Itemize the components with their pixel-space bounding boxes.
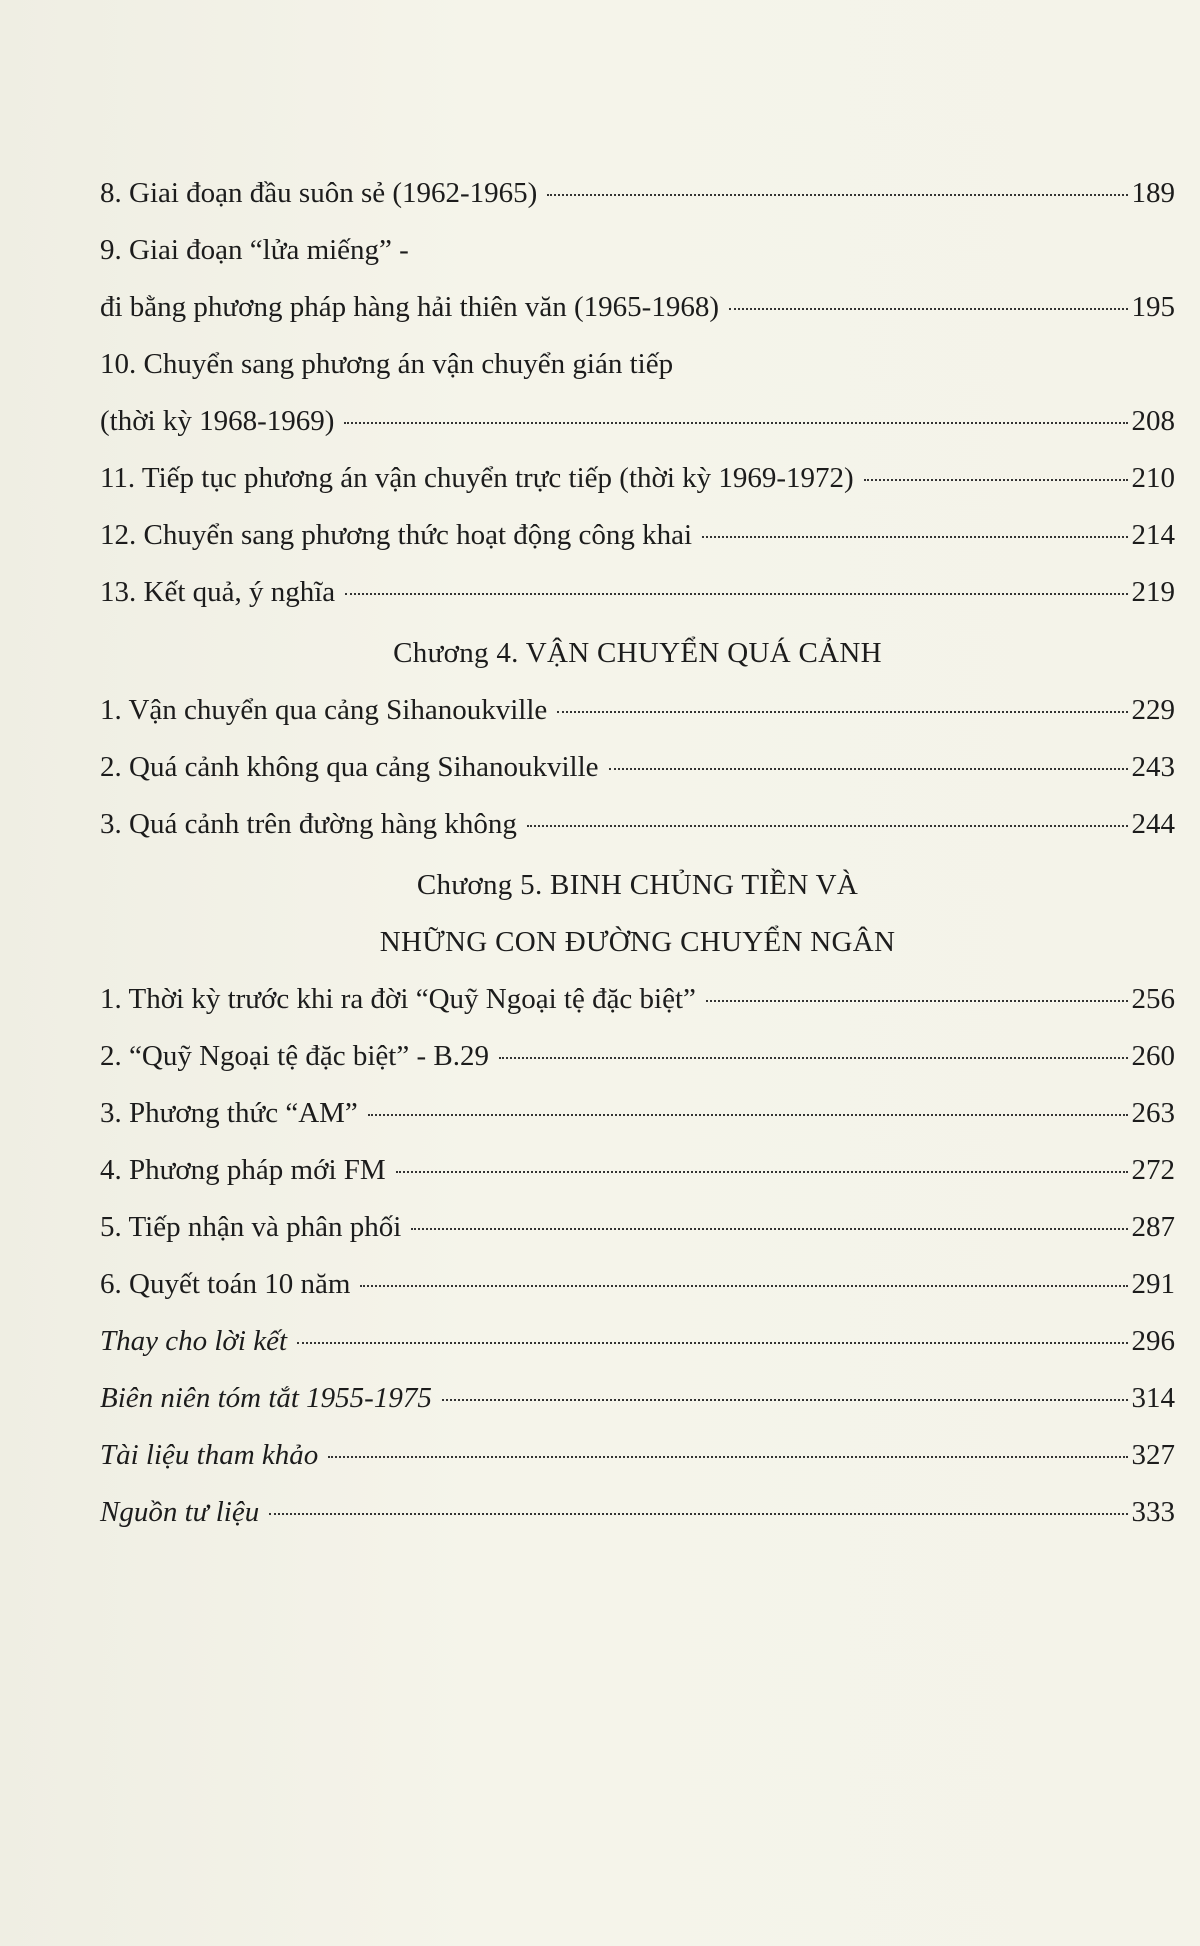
- toc-entry: [100, 682, 1175, 739]
- dot-leader: [499, 1057, 1128, 1059]
- toc-entry-back-matter: [100, 1427, 1175, 1484]
- toc-entry: [100, 796, 1175, 853]
- toc-entry-back-matter: [100, 1313, 1175, 1370]
- toc-entry-title: 4. Phương pháp mới FM: [100, 1154, 386, 1186]
- toc-entry-title: 13. Kết quả, ý nghĩa: [100, 576, 336, 608]
- toc-entry: [100, 564, 1175, 621]
- dot-leader: [396, 1171, 1128, 1173]
- dot-leader: [328, 1456, 1127, 1458]
- toc-entry-page: 333: [1131, 1496, 1175, 1528]
- toc-entry: [100, 1028, 1175, 1085]
- table-of-contents: [100, 165, 1175, 1541]
- toc-entry-page: 229: [1131, 694, 1175, 726]
- toc-entry-title: 6. Quyết toán 10 năm: [100, 1268, 351, 1300]
- dot-leader: [360, 1285, 1127, 1287]
- toc-entry-title: 12. Chuyển sang phương thức hoạt động công khai: [100, 519, 693, 551]
- toc-entry-title: Thay cho lời kết: [100, 1325, 288, 1357]
- toc-entry: [100, 971, 1175, 1028]
- toc-entry-title: 5. Tiếp nhận và phân phối: [100, 1211, 402, 1243]
- dot-leader: [442, 1399, 1128, 1401]
- toc-entry-page: 214: [1131, 519, 1175, 551]
- dot-leader: [547, 194, 1127, 196]
- toc-entry-page: 210: [1131, 462, 1175, 494]
- dot-leader: [345, 593, 1127, 595]
- dot-leader: [729, 308, 1128, 310]
- toc-entry: [100, 507, 1175, 564]
- dot-leader: [368, 1114, 1128, 1116]
- toc-entry: [100, 450, 1175, 507]
- toc-entry-title: Biên niên tóm tắt 1955-1975: [100, 1382, 432, 1414]
- toc-entry-page: 189: [1131, 177, 1175, 209]
- toc-entry-title: Nguồn tư liệu: [100, 1496, 260, 1528]
- dot-leader: [609, 768, 1128, 770]
- toc-entry-page: 272: [1131, 1154, 1175, 1186]
- toc-entry-page: 314: [1131, 1382, 1175, 1414]
- toc-entry-back-matter: [100, 1484, 1175, 1541]
- toc-entry-title: đi bằng phương pháp hàng hải thiên văn (1965-1968): [100, 291, 719, 323]
- toc-entry-page: 256: [1131, 983, 1175, 1015]
- dot-leader: [269, 1513, 1127, 1515]
- dot-leader: [702, 536, 1127, 538]
- toc-entry-title: 3. Quá cảnh trên đường hàng không: [100, 808, 517, 840]
- toc-entry-page: 287: [1131, 1211, 1175, 1243]
- toc-entry-page: 208: [1131, 405, 1175, 437]
- toc-entry: [100, 1256, 1175, 1313]
- toc-entry: [100, 1142, 1175, 1199]
- toc-entry-page: 327: [1131, 1439, 1175, 1471]
- toc-entry-page: 263: [1131, 1097, 1175, 1129]
- toc-entry-title: 11. Tiếp tục phương án vận chuyển trực tiếp (thời kỳ 1969-1972): [100, 462, 854, 494]
- dot-leader: [411, 1228, 1127, 1230]
- chapter-heading: Chương 5. BINH CHỦNG TIỀN VÀ: [416, 869, 859, 901]
- chapter-heading-continued: NHỮNG CON ĐƯỜNG CHUYỂN NGÂN: [379, 926, 896, 958]
- toc-entry-title: 1. Vận chuyển qua cảng Sihanoukville: [100, 694, 548, 726]
- toc-entry: [100, 336, 1175, 393]
- toc-entry: [100, 279, 1175, 336]
- toc-entry-page: 243: [1131, 751, 1175, 783]
- dot-leader: [527, 825, 1128, 827]
- dot-leader: [706, 1000, 1128, 1002]
- toc-entry: [100, 739, 1175, 796]
- toc-entry: [100, 1085, 1175, 1142]
- toc-entry: [100, 393, 1175, 450]
- toc-entry-title: Tài liệu tham khảo: [100, 1439, 319, 1471]
- toc-entry-page: 219: [1131, 576, 1175, 608]
- toc-entry-title: 8. Giai đoạn đầu suôn sẻ (1962-1965): [100, 177, 538, 209]
- chapter-heading: Chương 4. VẬN CHUYỂN QUÁ CẢNH: [393, 637, 882, 669]
- toc-entry-back-matter: [100, 1370, 1175, 1427]
- toc-entry-title: 2. “Quỹ Ngoại tệ đặc biệt” - B.29: [100, 1040, 489, 1072]
- toc-entry-title: 9. Giai đoạn “lửa miếng” -: [100, 234, 409, 266]
- dot-leader: [344, 422, 1127, 424]
- toc-entry-page: 291: [1131, 1268, 1175, 1300]
- toc-entry: [100, 165, 1175, 222]
- dot-leader: [557, 711, 1127, 713]
- dot-leader: [297, 1342, 1127, 1344]
- toc-entry-page: 260: [1131, 1040, 1175, 1072]
- toc-entry: [100, 222, 1175, 279]
- toc-entry-title: 2. Quá cảnh không qua cảng Sihanoukville: [100, 751, 599, 783]
- toc-entry-title: (thời kỳ 1968-1969): [100, 405, 335, 437]
- toc-entry-title: 1. Thời kỳ trước khi ra đời “Quỹ Ngoại tệ đặc biệt”: [100, 983, 696, 1015]
- dot-leader: [864, 479, 1128, 481]
- toc-entry-page: 244: [1131, 808, 1175, 840]
- toc-entry-page: 195: [1131, 291, 1175, 323]
- toc-entry: [100, 1199, 1175, 1256]
- toc-entry-page: 296: [1131, 1325, 1175, 1357]
- toc-entry-title: 10. Chuyển sang phương án vận chuyển gián tiếp: [100, 348, 674, 380]
- toc-entry-title: 3. Phương thức “AM”: [100, 1097, 358, 1129]
